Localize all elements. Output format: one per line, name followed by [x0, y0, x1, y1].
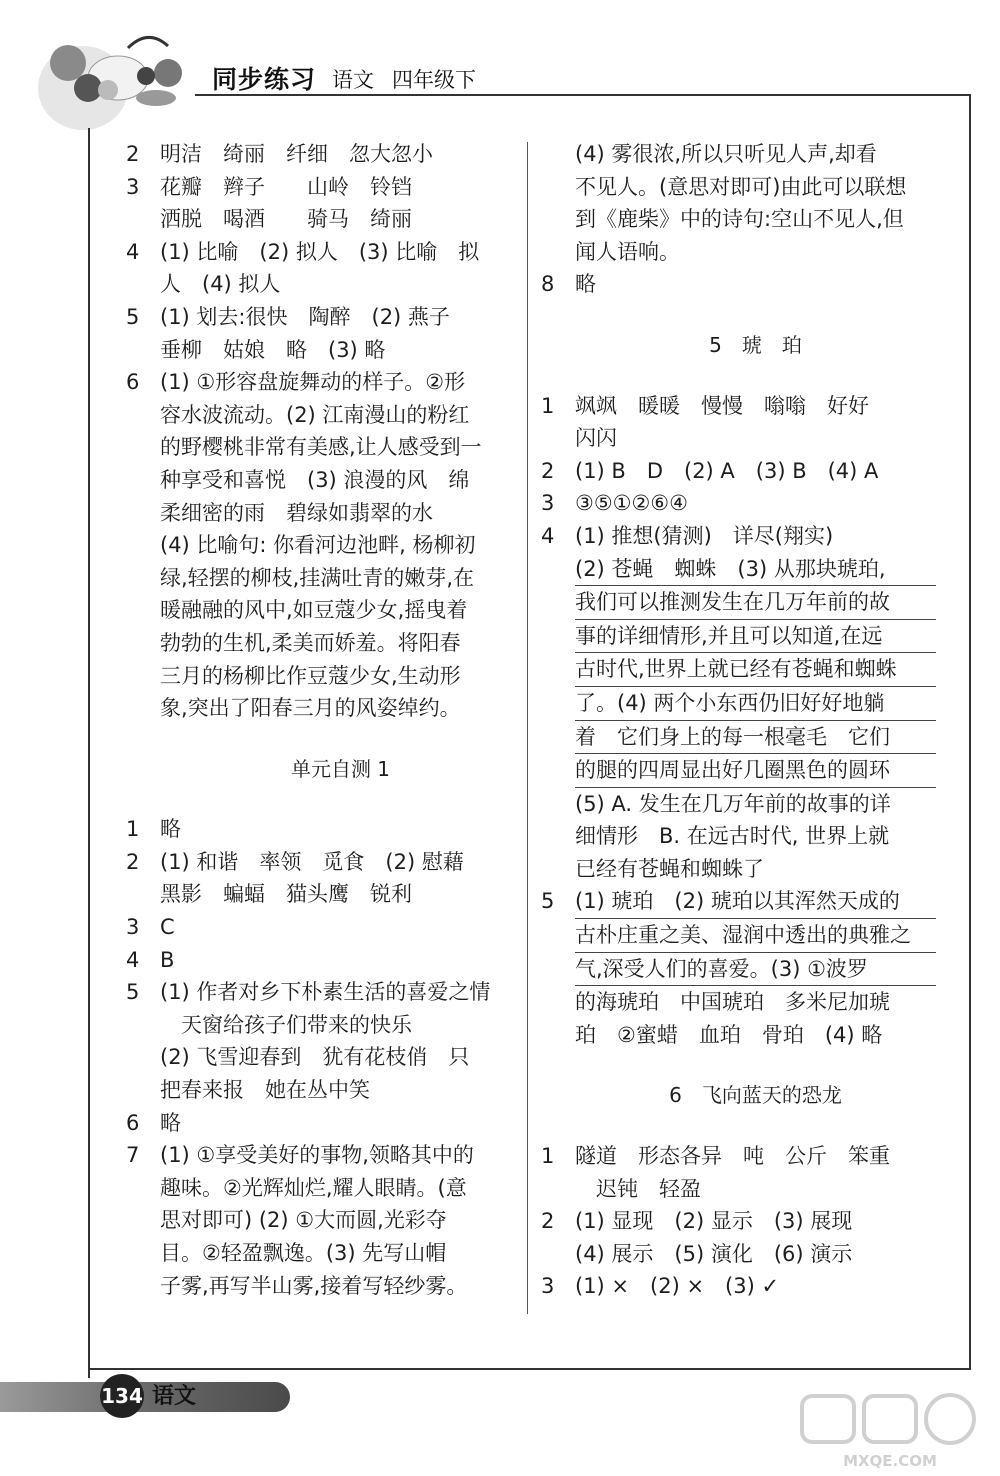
item-number: 1: [541, 1144, 555, 1169]
answer-line: 垂柳 姑娘 略 (3) 略: [160, 337, 386, 362]
answer-item: [541, 885, 936, 1051]
answer-item: [126, 1139, 521, 1302]
item-number: 3: [541, 1274, 555, 1299]
answer-line: 思对即可) (2) ①大而圆,光彩夺: [160, 1208, 447, 1233]
answer-line: 的海琥珀 中国琥珀 多米尼加琥: [575, 990, 890, 1015]
page-frame-bottom: [88, 1368, 971, 1370]
answer-line: (4) 比喻句: 你看河边池畔, 杨柳初: [160, 533, 476, 558]
answer-line: (1) B D (2) A (3) B (4) A: [575, 458, 879, 483]
answer-item: [126, 846, 521, 911]
answer-line: (2) 飞雪迎春到 犹有花枝俏 只: [160, 1045, 470, 1070]
underlined-answer-line: 古朴庄重之美、湿润中透出的典雅之: [575, 919, 936, 953]
underlined-answer-line: (2) 苍蝇 蜘蛛 (3) 从那块琥珀,: [575, 553, 936, 587]
answer-line: 勃勃的生机,柔美而娇羞。将阳春: [160, 630, 461, 655]
item-number: 7: [126, 1143, 140, 1168]
answer-line: 种享受和喜悦 (3) 浪漫的风 绵: [160, 467, 470, 492]
answer-line: 容水波流动。(2) 江南漫山的粉红: [160, 402, 470, 427]
item-number: 4: [541, 523, 555, 548]
answer-line: 闪闪: [575, 426, 617, 451]
answer-line: C: [160, 915, 175, 940]
answer-line: 已经有苍蝇和蜘蛛了: [575, 856, 764, 881]
answer-line: (1) 作者对乡下朴素生活的喜爱之情: [160, 980, 491, 1005]
answer-line: 柔细密的雨 碧绿如翡翠的水: [160, 500, 433, 525]
column-divider: [527, 142, 528, 1314]
answer-line: 闻人语响。: [575, 239, 680, 264]
answer-line: (1) 划去:很快 陶醉 (2) 燕子: [160, 304, 450, 329]
item-number: 1: [541, 393, 555, 418]
answer-line: (4) 展示 (5) 演化 (6) 演示: [575, 1241, 853, 1266]
answer-item: [541, 268, 936, 301]
answer-line: 花瓣 辫子 山岭 铃铛: [160, 174, 412, 199]
item-number: 2: [541, 1209, 555, 1234]
underlined-answer-line: 的腿的四周显出好几圈黑色的圆环: [575, 754, 936, 788]
answer-line: 明洁 绮丽 纤细 忽大忽小: [160, 142, 433, 166]
item-number: 6: [126, 370, 140, 395]
answer-line: 人 (4) 拟人: [160, 272, 281, 297]
answer-line: (1) 和谐 率领 觅食 (2) 慰藉: [160, 849, 464, 874]
answer-line: 的野樱桃非常有美感,让人感受到一: [160, 435, 482, 460]
answer-item: [541, 520, 936, 886]
answer-item: [541, 1270, 936, 1303]
footer-subject: 语文: [152, 1384, 197, 1409]
answer-line: (1) 比喻 (2) 拟人 (3) 比喻 拟: [160, 239, 480, 264]
item-number: 3: [126, 915, 140, 940]
page-frame-right: [969, 94, 971, 1369]
answer-item: [126, 138, 521, 171]
header-rule: [195, 94, 971, 96]
item-number: 6: [126, 1110, 140, 1135]
cartoon-header-illustration: [28, 18, 203, 138]
answer-item: [541, 390, 936, 455]
answer-item: [541, 455, 936, 488]
answer-line: (1) × (2) × (3) ✓: [575, 1274, 780, 1299]
answer-line: 略: [575, 272, 596, 297]
answer-line: 子雾,再写半山雾,接着写轻纱雾。: [160, 1273, 468, 1298]
right-column: [541, 138, 936, 1303]
footer-bar: [0, 1382, 290, 1412]
item-number: 1: [126, 817, 140, 842]
answer-item: [126, 366, 521, 725]
answer-item: [126, 171, 521, 236]
page-number: 134: [100, 1374, 144, 1418]
section-title-dinosaur: 6 飞向蓝天的恐龙: [669, 1083, 842, 1108]
item-number: 5: [541, 889, 555, 914]
answer-line: (1) 显现 (2) 显示 (3) 展现: [575, 1209, 853, 1234]
underlined-answer-line: 气,深受人们的喜爱。(3) ①波罗: [575, 953, 936, 987]
underlined-answer-line: 我们可以推测发生在几万年前的故: [575, 586, 936, 620]
underlined-answer-line: 着 它们身上的每一根毫毛 它们: [575, 721, 936, 755]
answer-item: [541, 1140, 936, 1205]
answer-line: 黑影 蝙蝠 猫头鹰 锐利: [160, 882, 412, 907]
answer-line: 洒脱 喝酒 骑马 绮丽: [160, 207, 412, 232]
answer-item: [541, 1205, 936, 1270]
answer-line: (5) A. 发生在几万年前的故事的详: [575, 791, 891, 816]
answer-line: 飒飒 暖暖 慢慢 嗡嗡 好好: [575, 393, 869, 418]
watermark-url: MXQE.COM: [843, 1452, 937, 1470]
item-number: 5: [126, 980, 140, 1005]
answer-line: (1) 推想(猜测) 详尽(翔实): [575, 523, 834, 548]
item-number: 3: [541, 491, 555, 516]
answer-line: 趣味。②光辉灿烂,耀人眼睛。(意: [160, 1175, 467, 1200]
answer-line: 象,突出了阳春三月的风姿绰约。: [160, 696, 461, 721]
item-number: 4: [126, 947, 140, 972]
answer-line: 三月的杨柳比作豆蔻少女,生动形: [160, 663, 461, 688]
answer-item: [126, 1107, 521, 1140]
underlined-answer-line: 了。(4) 两个小东西仍旧好好地躺: [575, 687, 936, 721]
underlined-answer-line: (1) 琥珀 (2) 琥珀以其浑然天成的: [575, 885, 936, 919]
answer-item: [541, 487, 936, 520]
answer-line: 珀 ②蜜蜡 血珀 骨珀 (4) 略: [575, 1022, 883, 1047]
answer-item: [126, 236, 521, 301]
page-frame-left: [88, 128, 90, 1378]
answer-line: 不见人。(意思对即可)由此可以联想: [575, 174, 907, 199]
section-title-unit-test: 单元自测 1: [290, 756, 391, 781]
answer-item: [126, 813, 521, 846]
answer-line: 天窗给孩子们带来的快乐: [160, 1012, 412, 1037]
answer-line: 绿,轻摆的柳枝,挂满吐青的嫩芽,在: [160, 565, 475, 590]
answer-item: [541, 138, 936, 268]
answer-item: [126, 944, 521, 977]
answer-line: 到《鹿柴》中的诗句:空山不见人,但: [575, 207, 904, 232]
book-subject: 语文: [332, 68, 374, 92]
answer-line: 细情形 B. 在远古时代, 世界上就: [575, 824, 890, 849]
item-number: 2: [541, 458, 555, 483]
answer-line: ③⑤①②⑥④: [575, 491, 688, 516]
answer-line: B: [160, 947, 175, 972]
book-title: 同步练习: [212, 65, 317, 94]
answer-line: (4) 雾很浓,所以只听见人声,却看: [575, 142, 877, 166]
answer-line: 把春来报 她在丛中笑: [160, 1078, 370, 1103]
answer-item: [126, 301, 521, 366]
answer-line: (1) ①享受美好的事物,领略其中的: [160, 1143, 474, 1168]
underlined-answer-line: 古时代,世界上就已经有苍蝇和蜘蛛: [575, 653, 936, 687]
answer-line: 略: [160, 1110, 181, 1135]
answer-line: (1) ①形容盘旋舞动的样子。②形: [160, 370, 466, 395]
book-grade: 四年级下: [392, 68, 476, 92]
answer-item: [126, 911, 521, 944]
item-number: 2: [126, 142, 140, 166]
item-number: 8: [541, 272, 555, 297]
item-number: 2: [126, 849, 140, 874]
watermark-logo: [798, 1392, 983, 1472]
item-number: 4: [126, 239, 140, 264]
answer-item: [126, 976, 521, 1106]
answer-line: 目。②轻盈飘逸。(3) 先写山帽: [160, 1241, 447, 1265]
item-number: 3: [126, 174, 140, 199]
answer-line: 暖融融的风中,如豆蔻少女,摇曳着: [160, 598, 468, 623]
section-title-amber: 5 琥 珀: [709, 332, 802, 357]
underlined-answer-line: 事的详细情形,并且可以知道,在远: [575, 620, 936, 654]
answer-line: 略: [160, 817, 181, 842]
item-number: 5: [126, 304, 140, 329]
answer-line: 迟钝 轻盈: [575, 1176, 701, 1201]
left-column: [126, 138, 521, 1302]
answer-line: 隧道 形态各异 吨 公斤 笨重: [575, 1144, 890, 1169]
